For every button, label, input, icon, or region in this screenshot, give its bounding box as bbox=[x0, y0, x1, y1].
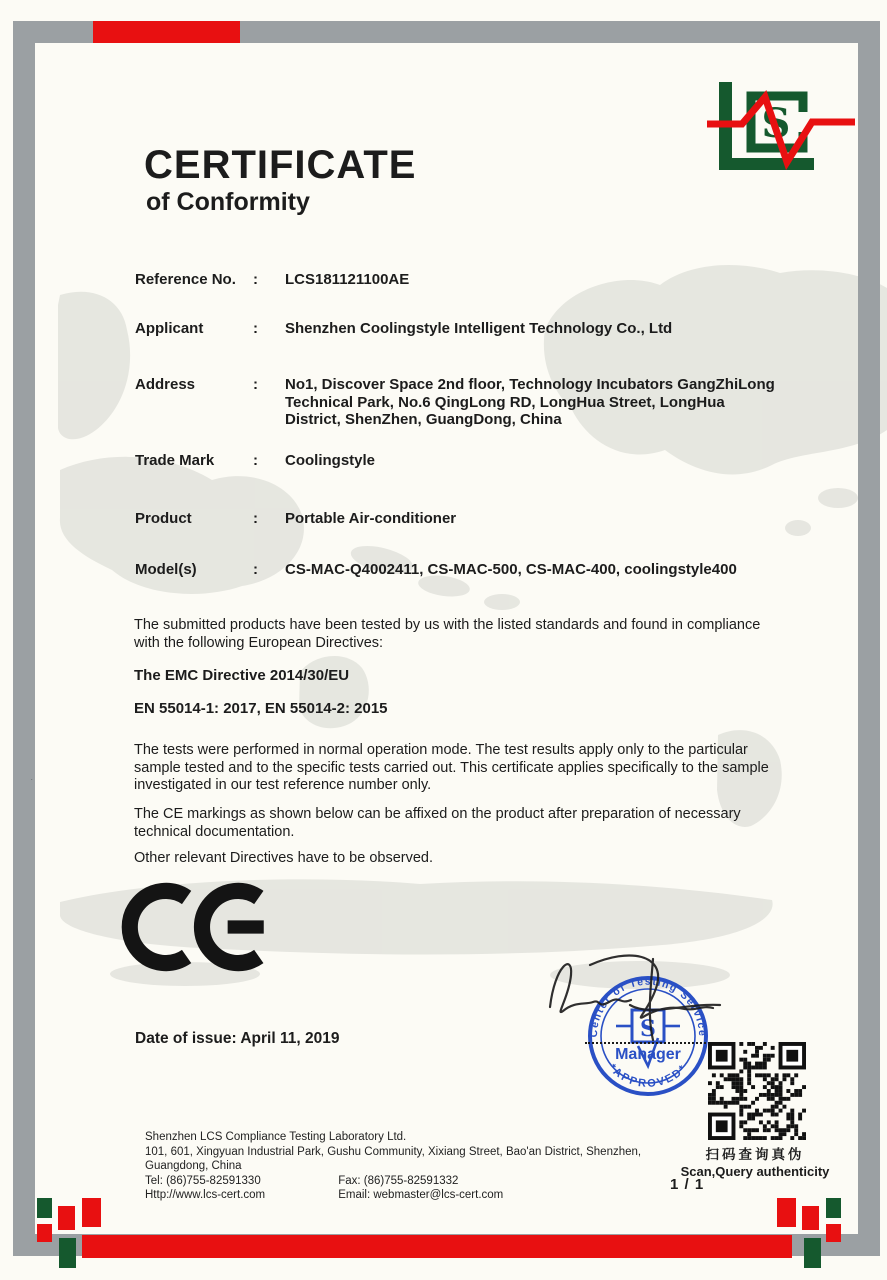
frame-right bbox=[858, 21, 880, 1256]
qr-caption-en: Scan,Query authenticity bbox=[680, 1164, 830, 1179]
field-colon: : bbox=[253, 320, 258, 337]
field-value: CS-MAC-Q4002411, CS-MAC-500, CS-MAC-400, coolingstyle400 bbox=[285, 561, 737, 578]
field-value: LCS181121100AE bbox=[285, 271, 410, 288]
field-value: Shenzhen Coolingstyle Intelligent Technology Co., Ltd bbox=[285, 320, 673, 337]
corner-accent-square bbox=[37, 1224, 52, 1242]
svg-text:S: S bbox=[761, 100, 791, 147]
field-value: No1, Discover Space 2nd floor, Technology Incubators GangZhiLong Technical Park, No.6 QingLong RD, LongHua Street, LongHua District, ShenZhen, GuangDong, China bbox=[285, 376, 775, 428]
directive-emc: The EMC Directive 2014/30/EU bbox=[134, 667, 350, 684]
body-paragraph-tests: The tests were performed in normal operation mode. The test results apply only to the particular sample tested and to the specific tests carried out. This certificate applies specifically to the sample investigated in our test reference number only. bbox=[134, 742, 769, 793]
field-colon: : bbox=[253, 452, 258, 469]
directive-standards: EN 55014-1: 2017, EN 55014-2: 2015 bbox=[134, 700, 388, 717]
footer-address-line2: Guangdong, China bbox=[145, 1160, 242, 1172]
lcs-logo-icon bbox=[702, 72, 860, 172]
body-paragraph-ce-markings: The CE markings as shown below can be affixed on the product after preparation of necessary technical documentation. bbox=[134, 806, 741, 840]
field-label: Address bbox=[135, 376, 196, 393]
field-colon: : bbox=[253, 510, 258, 527]
footer-lab-info bbox=[145, 1130, 665, 1203]
footer-fax: Fax: (86)755-82591332 bbox=[338, 1174, 459, 1187]
ce-marking-icon bbox=[31, 779, 278, 980]
corner-accent-square bbox=[777, 1198, 796, 1227]
stamp-center-letter: S bbox=[640, 1016, 656, 1042]
qr-modules bbox=[708, 1042, 806, 1140]
corner-accent-square bbox=[826, 1198, 841, 1218]
field-value: Coolingstyle bbox=[285, 452, 376, 469]
qr-caption bbox=[650, 1143, 860, 1179]
corner-accent-square bbox=[59, 1238, 76, 1268]
footer-address-line1: 101, 601, Xingyuan Industrial Park, Gushu Community, Xixiang Street, Bao'an District, Shenzhen, bbox=[145, 1145, 642, 1158]
signature bbox=[535, 945, 735, 1075]
bottom-red-band bbox=[82, 1235, 792, 1258]
corner-accent-square bbox=[82, 1198, 101, 1227]
qr-caption-zh: 扫码查询真伪 bbox=[705, 1147, 805, 1162]
footer-website: Http://www.lcs-cert.com bbox=[145, 1189, 266, 1201]
corner-accent-square bbox=[804, 1238, 821, 1268]
stamp-manager-label: Manager bbox=[615, 1046, 681, 1063]
body-paragraph-compliance: The submitted products have been tested by us with the listed standards and found in compliance with the following European Directives: bbox=[134, 617, 761, 651]
qr-code bbox=[708, 1042, 806, 1145]
body-paragraph-other-directives: Other relevant Directives have to be observed. bbox=[134, 850, 434, 866]
field-label: Applicant bbox=[135, 320, 204, 337]
field-label: Product bbox=[135, 510, 192, 527]
footer-email: Email: webmaster@lcs-cert.com bbox=[338, 1189, 504, 1201]
footer-tel: Tel: (86)755-82591330 bbox=[145, 1174, 261, 1187]
field-colon: : bbox=[253, 561, 258, 578]
field-label: Reference No. bbox=[135, 271, 236, 288]
field-label: Model(s) bbox=[135, 561, 197, 578]
date-of-issue: Date of issue: April 11, 2019 bbox=[135, 1030, 340, 1047]
stamp-ring-top-text: Center of Testing Service bbox=[587, 975, 709, 1038]
page-number: 1 / 1 bbox=[670, 1176, 705, 1193]
corner-accent-square bbox=[58, 1206, 75, 1230]
ce-marking-label: CE bbox=[31, 779, 33, 781]
footer-company: Shenzhen LCS Compliance Testing Laboratory Ltd. bbox=[145, 1131, 407, 1143]
stamp-ring-bottom-text: *APPROVED* bbox=[606, 1061, 690, 1091]
certificate-title: CERTIFICATE bbox=[144, 143, 417, 187]
field-label: Trade Mark bbox=[135, 452, 215, 469]
certificate-subtitle: of Conformity bbox=[146, 188, 310, 216]
field-colon: : bbox=[253, 271, 258, 288]
field-value: Portable Air-conditioner bbox=[285, 510, 457, 527]
top-red-accent-bar bbox=[93, 21, 240, 43]
field-colon: : bbox=[253, 376, 258, 393]
corner-accent-square bbox=[802, 1206, 819, 1230]
corner-accent-square bbox=[37, 1198, 52, 1218]
frame-left bbox=[13, 21, 35, 1256]
corner-accent-square bbox=[826, 1224, 841, 1242]
